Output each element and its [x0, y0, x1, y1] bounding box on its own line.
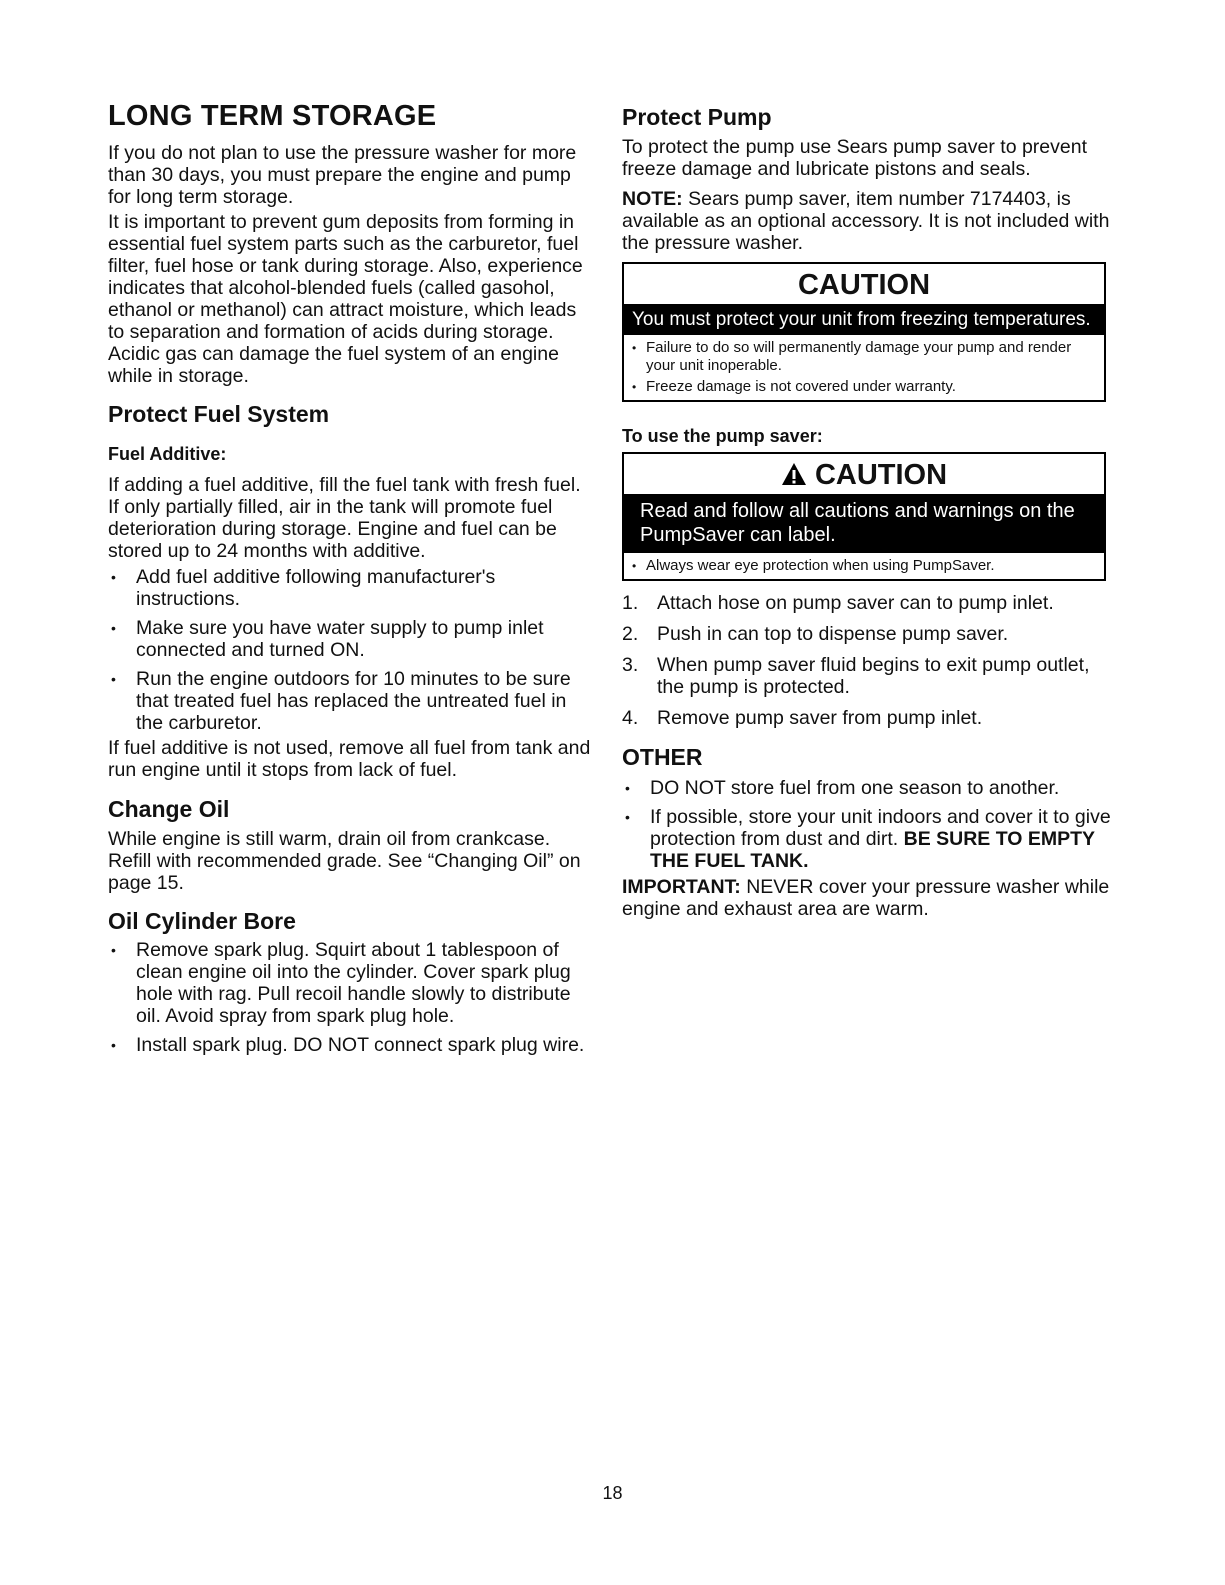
list-item	[622, 707, 1118, 729]
step-text: Push in can top to dispense pump saver.	[657, 623, 1009, 645]
other-heading: OTHER	[622, 744, 703, 770]
page-number: 18	[602, 1483, 623, 1503]
important-label: IMPORTANT:	[622, 876, 741, 898]
intro-paragraph-1: If you do not plan to use the pressure washer for more than 30 days, you must prepare the engine and pump for long term storage.	[108, 142, 577, 208]
list-item: • Always wear eye protection when using PumpSaver.	[630, 557, 1098, 575]
caution-title: CAUTION	[797, 269, 931, 301]
change-oil-heading: Change Oil	[108, 796, 230, 822]
use-pump-saver-heading: To use the pump saver:	[622, 426, 823, 446]
fuel-after-paragraph: If fuel additive is not used, remove all fuel from tank and run engine until it stops from lack of fuel.	[108, 737, 591, 781]
other-bullet-list	[622, 777, 1118, 879]
note-label: NOTE:	[622, 188, 683, 210]
caution-box-pumpsaver	[622, 452, 1106, 581]
step-text: Remove pump saver from pump inlet.	[657, 707, 983, 729]
oil-bore-heading: Oil Cylinder Bore	[108, 908, 296, 934]
caution-bullet-list	[624, 553, 1104, 579]
step-text: When pump saver fluid begins to exit pump outlet, the pump is protected.	[657, 654, 1090, 698]
intro-paragraph-2: It is important to prevent gum deposits from forming in essential fuel system parts such as the carburetor, fuel filter, fuel hose or tank during storage. Also, experience indicates that alcohol-blended fuels (called gasohol, ethanol or methanol) can attract moisture, which leads to separation and formation of acids during storage. Acidic gas can damage the fuel system of an engine while in storage.	[108, 211, 583, 387]
warning-triangle-icon	[781, 462, 807, 486]
protect-pump-paragraph: To protect the pump use Sears pump saver to prevent freeze damage and lubricate pistons and seals.	[622, 136, 1088, 180]
fuel-additive-heading: Fuel Additive:	[108, 444, 227, 464]
caution-box-freezing	[622, 262, 1106, 402]
step-number: 3.	[622, 654, 639, 676]
list-item	[622, 592, 1118, 614]
fuel-additive-paragraph: If adding a fuel additive, fill the fuel tank with fresh fuel. If only partially filled, air in the tank will promote fuel deterioration during storage. Engine and fuel can be stored up to 24 months with additive.	[108, 474, 581, 562]
important-text: NEVER cover your pressure washer while engine and exhaust area are warm.	[622, 876, 1110, 920]
page-title: LONG TERM STORAGE	[108, 100, 437, 132]
important-paragraph	[622, 876, 1118, 920]
caution-title-row	[624, 454, 1104, 494]
step-text: Attach hose on pump saver can to pump inlet.	[657, 592, 1054, 614]
list-item	[622, 623, 1118, 645]
caution-bar: Read and follow all cautions and warnings on the PumpSaver can label.	[624, 494, 1104, 553]
list-item: • Remove spark plug. Squirt about 1 tablespoon of clean engine oil into the cylinder. Cover spark plug hole with rag. Pull recoil handle slowly to distribute oil. Avoid spray from spark plug hole.	[108, 939, 596, 1027]
list-item: • Failure to do so will permanently damage your pump and render your unit inoperable.	[630, 339, 1098, 375]
list-item: • DO NOT store fuel from one season to another.	[622, 777, 1118, 799]
note-text: Sears pump saver, item number 7174403, is available as an optional accessory. It is not included with the pressure washer.	[622, 188, 1110, 254]
caution-title: CAUTION	[814, 459, 948, 491]
list-item	[622, 806, 1118, 872]
fuel-bullet-list	[108, 566, 596, 741]
note-paragraph	[622, 188, 1118, 254]
list-item: • Freeze damage is not covered under warranty.	[630, 378, 1098, 396]
step-number: 2.	[622, 623, 639, 645]
caution-bar: You must protect your unit from freezing temperatures.	[624, 304, 1104, 335]
list-item: • Add fuel additive following manufacturer's instructions.	[108, 566, 596, 610]
list-item: • Make sure you have water supply to pump inlet connected and turned ON.	[108, 617, 596, 661]
protect-pump-heading: Protect Pump	[622, 104, 772, 130]
step-number: 4.	[622, 707, 639, 729]
pump-saver-steps	[622, 592, 1118, 738]
step-number: 1.	[622, 592, 639, 614]
protect-fuel-heading: Protect Fuel System	[108, 401, 330, 427]
other-bullet-text: If possible, store your unit indoors and cover it to give protection from dust and dirt.	[650, 806, 1111, 850]
list-item: • Install spark plug. DO NOT connect spark plug wire.	[108, 1034, 596, 1056]
caution-bullet-list	[624, 335, 1104, 400]
change-oil-paragraph: While engine is still warm, drain oil from crankcase. Refill with recommended grade. See “Changing Oil” on page 15.	[108, 828, 581, 894]
list-item	[622, 654, 1118, 698]
other-bullet-bold: BE SURE TO EMPTY THE FUEL TANK.	[650, 828, 1095, 872]
list-item: • Run the engine outdoors for 10 minutes to be sure that treated fuel has replaced the untreated fuel in the carburetor.	[108, 668, 596, 734]
oil-bore-bullet-list	[108, 939, 596, 1063]
